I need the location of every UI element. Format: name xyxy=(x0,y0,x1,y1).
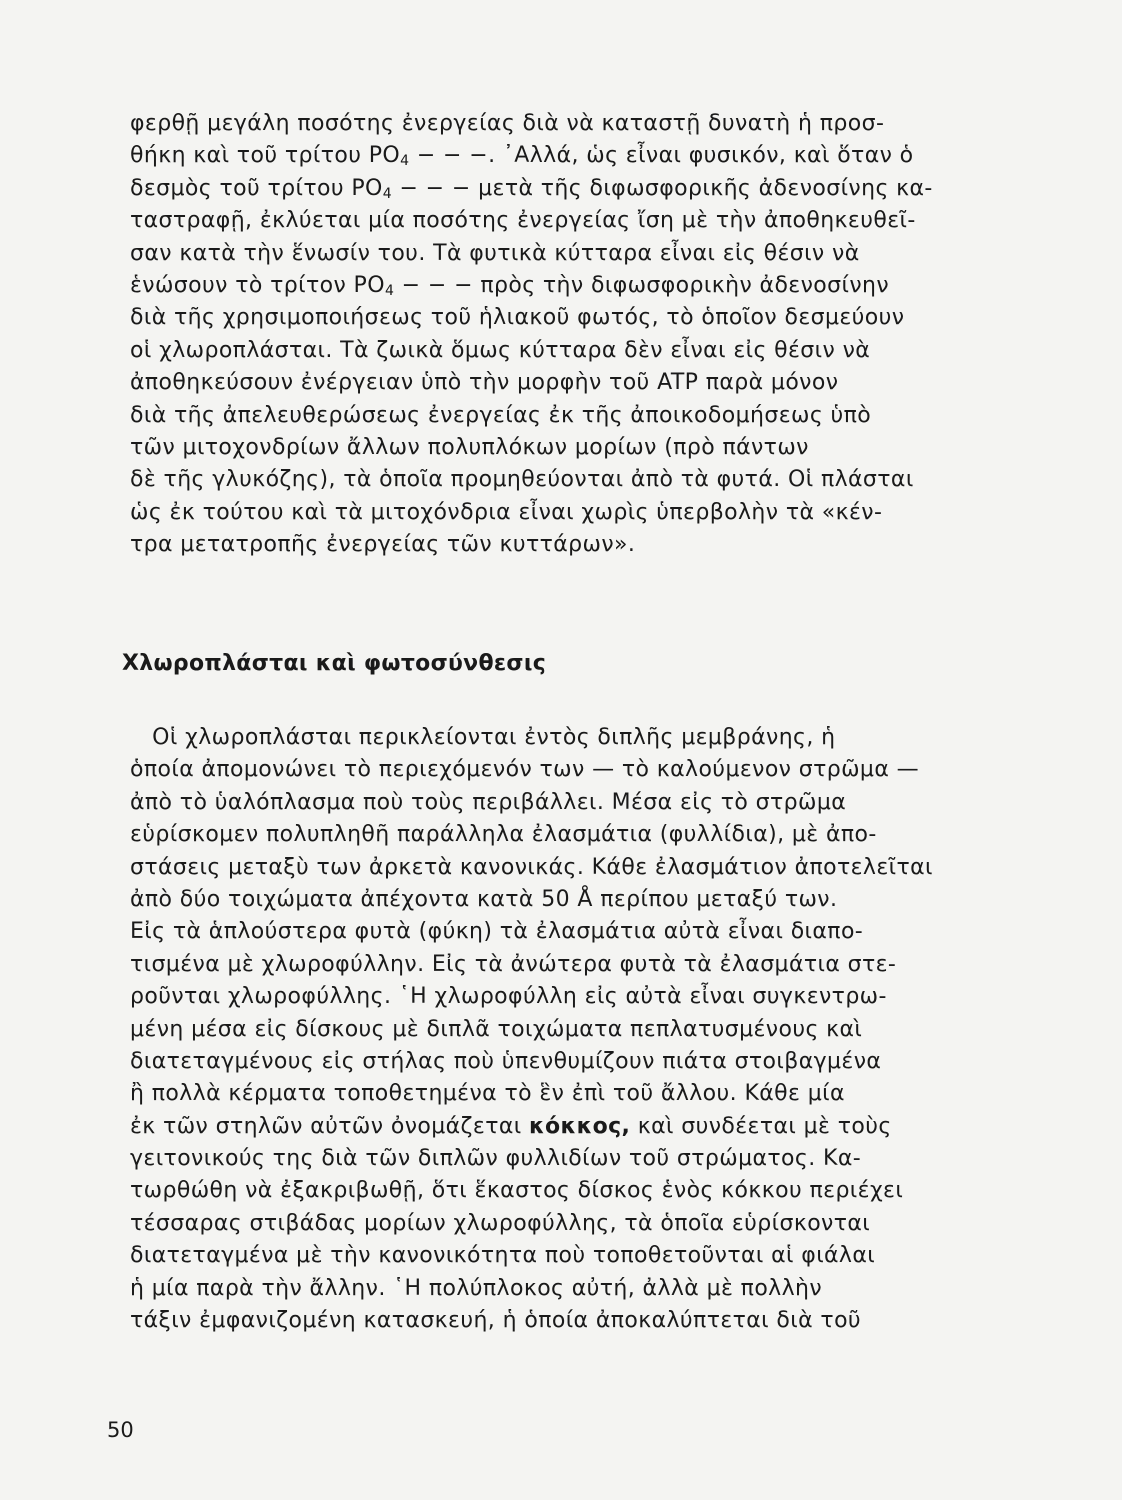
paragraph-1 xyxy=(130,108,1046,561)
text-line: δεσμὸς τοῦ τρίτου $PO_4$ − − − μετὰ τῆς διφωσφορικῆς ἀδενοσίνης κα- xyxy=(130,175,933,202)
section-heading: Χλωροπλάσται καὶ φωτοσύνθεσις xyxy=(122,651,547,676)
text-line: διατεταγμένα μὲ τὴν κανονικότητα ποὺ τοποθετοῦνται αἱ φιάλαι xyxy=(130,1243,876,1269)
text-line: ἀπὸ τὸ ὑαλόπλασμα ποὺ τοὺς περιβάλλει. Μέσα εἰς τὸ στρῶμα xyxy=(130,789,847,815)
text-line: διὰ τῆς χρησιμοποιήσεως τοῦ ἡλιακοῦ φωτός, τὸ ὁποῖον δεσμεύουν xyxy=(130,305,905,331)
bold-term: κόκκος, xyxy=(529,1113,631,1139)
paragraph-2 xyxy=(130,722,1046,1337)
text-line: ἀπὸ δύο τοιχώματα ἀπέχοντα κατὰ 50 Å περίπου μεταξύ των. xyxy=(130,886,838,912)
text-line: ὁποία ἀπομονώνει τὸ περιεχόμενόν των — τὸ καλούμενον στρῶμα — xyxy=(130,757,920,783)
page-number: 50 xyxy=(107,1418,134,1442)
text-line: Οἱ χλωροπλάσται περικλείονται ἐντὸς διπλῆς μεμβράνης, ἡ xyxy=(130,725,836,750)
text-line: μένη μέσα εἰς δίσκους μὲ διπλᾶ τοιχώματα πεπλατυσμένους καὶ xyxy=(130,1016,863,1042)
text-line: διὰ τῆς ἀπελευθερώσεως ἐνεργείας ἐκ τῆς ἀποικοδομήσεως ὑπὸ xyxy=(130,402,872,428)
text-line: εὑρίσκομεν πολυπληθῆ παράλληλα ἐλασμάτια (φυλλίδια), μὲ ἀπο- xyxy=(130,822,877,848)
text-line: τωρθώθη νὰ ἐξακριβωθῇ, ὅτι ἕκαστος δίσκος ἑνὸς κόκκου περιέχει xyxy=(130,1178,904,1204)
text-line: ροῦνται χλωροφύλλης. ῾Η χλωροφύλλη εἰς αὐτὰ εἶναι συγκεντρω- xyxy=(130,984,887,1010)
text-line: Εἰς τὰ ἁπλούστερα φυτὰ (φύκη) τὰ ἐλασμάτια αὐτὰ εἶναι διαπο- xyxy=(130,919,864,945)
text-line: σαν κατὰ τὴν ἕνωσίν του. Τὰ φυτικὰ κύτταρα εἶναι εἰς θέσιν νὰ xyxy=(130,240,860,266)
text-line: γειτονικούς της διὰ τῶν διπλῶν φυλλιδίων τοῦ στρώματος. Κα- xyxy=(130,1146,862,1172)
text-line: ἑνώσουν τὸ τρίτον $PO_4$ − − − πρὸς τὴν διφωσφορικὴν ἀδενοσίνην xyxy=(130,272,890,299)
text-line: τέσσαρας στιβάδας μορίων χλωροφύλλης, τὰ ὁποῖα εὑρίσκονται xyxy=(130,1210,871,1236)
text-line: φερθῇ μεγάλη ποσότης ἐνεργείας διὰ νὰ καταστῇ δυνατὴ ἡ προσ- xyxy=(130,111,885,136)
text-line: ἡ μία παρὰ τὴν ἄλλην. ῾Η πολύπλοκος αὐτή, ἀλλὰ μὲ πολλὴν xyxy=(130,1275,823,1301)
text-line: διατεταγμένους εἰς στήλας ποὺ ὑπενθυμίζουν πιάτα στοιβαγμένα xyxy=(130,1048,882,1074)
text-line: θήκη καὶ τοῦ τρίτου $PO_4$ − − −. ᾿Αλλά, ὡς εἶναι φυσικόν, καὶ ὅταν ὁ xyxy=(130,143,914,170)
text-line: τάξιν ἐμφανιζομένη κατασκευή, ἡ ὁποία ἀποκαλύπτεται διὰ τοῦ xyxy=(130,1308,862,1334)
text-line: ταστραφῇ, ἐκλύεται μία ποσότης ἐνεργείας ἴση μὲ τὴν ἀποθηκευθεῖ- xyxy=(130,208,916,234)
text-line: ἐκ τῶν στηλῶν αὐτῶν ὀνομάζεται κόκκος, καὶ συνδέεται μὲ τοὺς xyxy=(130,1113,892,1139)
text-line: δὲ τῆς γλυκόζης), τὰ ὁποῖα προμηθεύονται ἀπὸ τὰ φυτά. Οἱ πλάσται xyxy=(130,467,914,493)
text-line: τρα μετατροπῆς ἐνεργείας τῶν κυττάρων». xyxy=(130,532,636,558)
text-line: τισμένα μὲ χλωροφύλλην. Εἰς τὰ ἀνώτερα φυτὰ τὰ ἐλασμάτια στε- xyxy=(130,951,897,977)
text-line: οἱ χλωροπλάσται. Τὰ ζωικὰ ὅμως κύτταρα δὲν εἶναι εἰς θέσιν νὰ xyxy=(130,337,871,363)
text-line: τῶν μιτοχονδρίων ἄλλων πολυπλόκων μορίων (πρὸ πάντων xyxy=(130,434,809,460)
text-line: ὡς ἐκ τούτου καὶ τὰ μιτοχόνδρια εἶναι χωρὶς ὑπερβολὴν τὰ «κέν- xyxy=(130,499,883,525)
text-line: ἀποθηκεύσουν ἐνέργειαν ὑπὸ τὴν μορφὴν τοῦ ATP παρὰ μόνον xyxy=(130,370,839,396)
text-line: ἢ πολλὰ κέρματα τοποθετημένα τὸ ἓν ἐπὶ τοῦ ἄλλου. Κάθε μία xyxy=(130,1081,845,1107)
text-line: στάσεις μεταξὺ των ἀρκετὰ κανονικάς. Κάθε ἐλασμάτιον ἀποτελεῖται xyxy=(130,854,933,880)
